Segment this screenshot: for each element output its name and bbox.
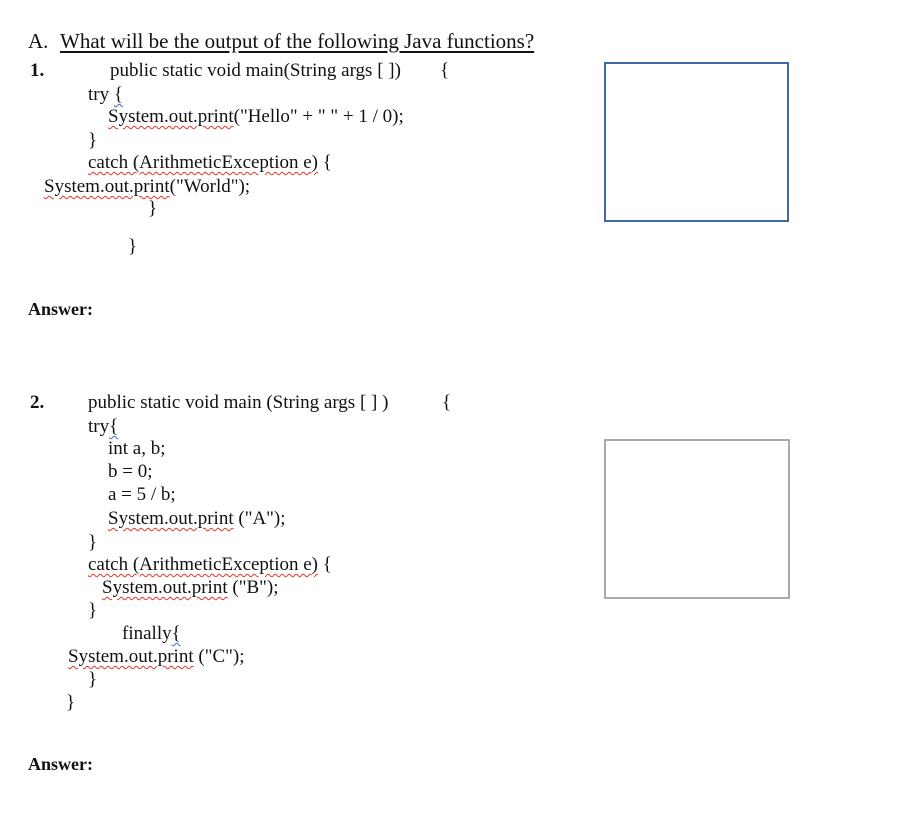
q2-finally-keyword: finally	[122, 623, 172, 644]
q2-assign-b-line: b = 0;	[108, 461, 153, 482]
q2-print2-call: System.out.print	[102, 577, 228, 598]
section-letter: A.	[28, 29, 49, 53]
q2-finally-line	[122, 623, 181, 645]
q2-print-b-line	[102, 577, 279, 599]
q2-main-close-brace: }	[66, 692, 76, 713]
q1-catch-brace: {	[322, 152, 332, 173]
q2-print3-args: ("C");	[193, 646, 245, 667]
q2-catch-text: catch (ArithmeticException e)	[88, 554, 319, 575]
q2-decl-line: int a, b;	[108, 438, 166, 459]
q2-print-call: System.out.print	[108, 508, 234, 529]
q2-catch-line	[88, 554, 332, 576]
q2-catch-close-brace: }	[88, 600, 98, 621]
q1-catch-text: catch (ArithmeticException e)	[88, 152, 319, 173]
question-2-number: 2.	[30, 392, 45, 413]
q2-finally-close-brace: }	[88, 669, 98, 690]
q1-print2-call: System.out.print	[44, 176, 170, 197]
q1-try-line	[88, 84, 123, 106]
q2-answer-label: Answer:	[28, 754, 93, 774]
section-heading: What will be the output of the following Java functions?	[60, 29, 535, 53]
q2-print3-call: System.out.print	[68, 646, 194, 667]
q1-main-signature-text: public static void main(String args [ ])	[110, 60, 401, 81]
q1-main-signature	[110, 60, 401, 82]
q2-try-brace: {	[109, 416, 119, 437]
q1-try-close-brace: }	[88, 130, 98, 151]
q1-print2-args: ("World");	[169, 176, 251, 197]
q2-print-c-line	[68, 646, 245, 668]
question-1-number: 1.	[30, 60, 45, 81]
q2-answer-box[interactable]	[604, 439, 790, 599]
q1-print-args: ("Hello" + " " + 1 / 0);	[233, 106, 404, 127]
q1-print-hello-line	[108, 106, 404, 128]
q2-main-signature	[88, 392, 388, 414]
q2-assign-a-line: a = 5 / b;	[108, 484, 176, 505]
q1-print-call: System.out.print	[108, 106, 234, 127]
q2-finally-brace: {	[171, 623, 181, 644]
q2-main-signature-text: public static void main (String args [ ] )	[88, 392, 389, 413]
q1-main-open-brace: {	[440, 60, 450, 81]
q2-try-line	[88, 416, 118, 438]
q1-try-keyword: try	[88, 84, 110, 105]
q1-print-world-line	[44, 176, 250, 198]
q2-catch-brace: {	[322, 554, 332, 575]
q2-print-a-line	[108, 508, 286, 530]
q2-print2-args: ("B");	[227, 577, 279, 598]
q2-main-open-brace: {	[442, 392, 452, 413]
q1-answer-box[interactable]	[604, 62, 789, 222]
q1-answer-label: Answer:	[28, 299, 93, 319]
q2-print-args: ("A");	[233, 508, 286, 529]
q2-try-close-brace: }	[88, 532, 98, 553]
q1-try-brace: {	[113, 84, 123, 105]
q1-catch-line	[88, 152, 332, 174]
q2-try-keyword: try	[88, 416, 110, 437]
q1-catch-close-brace: }	[148, 198, 158, 219]
q1-main-close-brace: }	[128, 236, 138, 257]
